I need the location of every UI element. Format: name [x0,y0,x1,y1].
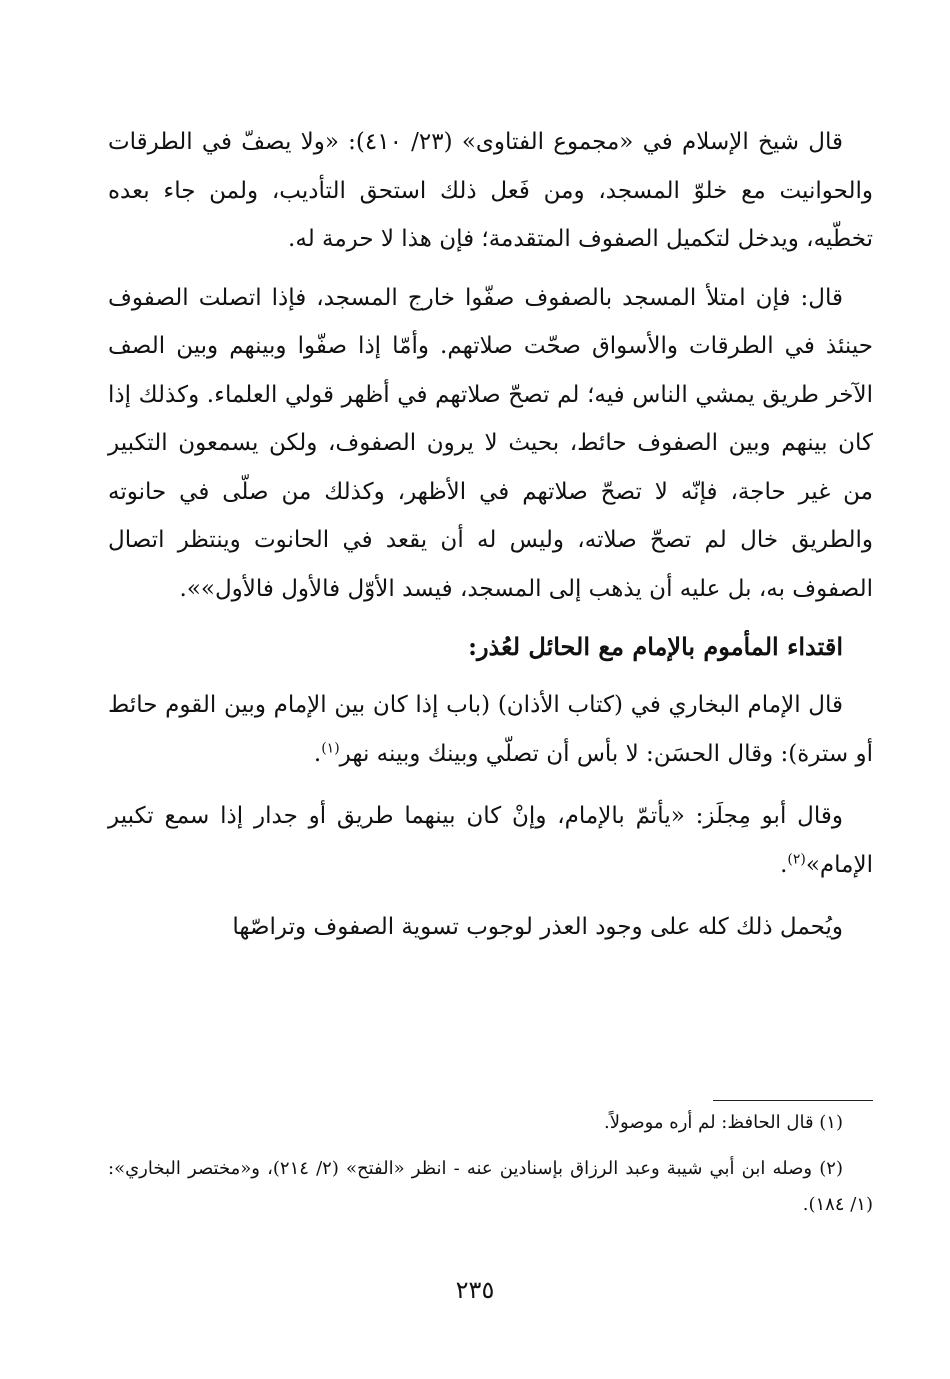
main-text [108,118,873,952]
paragraph-bukhari-text: قال الإمام البخاري في (كتاب الأذان) (باب إذا كان بين الإمام وبين القوم حائط أو سترة): وقال الحسَن: لا بأس أن تصلّي وبينك وبينه نهر [108,692,873,767]
footnotes [108,1105,873,1223]
footnote-ref-1: (١) [321,739,340,756]
footnote-2: (٢) وصله ابن أبي شيبة وعبد الرزاق بإسنادين عنه - انظر «الفتح» (٢/ ٢١٤)، و«مختصر البخاري»: (١/ ١٨٤). [108,1158,873,1215]
paragraph-abu-mijlaz-text: وقال أبو مِجلَز: «يأتمّ بالإمام، وإنْ كان بينهما طريق أو جدار إذا سمع تكبير الإمام» [108,803,873,878]
footnote-1: (١) قال الحافظ: لم أره موصولاً. [604,1112,843,1133]
paragraph-bukhari [108,681,873,778]
page-number: ٢٣٥ [455,1276,495,1304]
paragraph-ibn-taymiyya-quote: قال شيخ الإسلام في «مجموع الفتاوى» (٢٣/ ٤١٠): «ولا يصفّ في الطرقات والحوانيت مع خلوّ المسجد، ومن فَعل ذلك استحق التأديب، ولمن جاء بعده تخطّيه، ويدخل لتكميل الصفوف المتقدمة؛ فإن هذا لا حرمة له. [108,129,873,252]
paragraph-rows-outside-mosque: قال: فإن امتلأ المسجد بالصفوف صفّوا خارج المسجد، فإذا اتصلت الصفوف حينئذ في الطرقات والأسواق صحّت صلاتهم. وأمّا إذا صفّوا وبينهم وبين الصف الآخر طريق يمشي الناس فيه؛ لم تصحّ صلاتهم في أظهر قولي العلماء. وكذلك إذا كان بينهم وبين الصفوف حائط، بحيث لا يرون الصفوف، ولكن يسمعون التكبير من غير حاجة، فإنّه لا تصحّ صلاتهم في الأظهر، وكذلك من صلّى في حانوته والطريق خال لم تصحّ صلاته، وليس له أن يقعد في الحانوت وينتظر اتصال الصفوف به، بل عليه أن يذهب إلى المسجد، فيسد الأوّل فالأول فالأول»». [108,284,873,602]
section-heading: اقتداء المأموم بالإمام مع الحائل لعُذر: [468,632,843,661]
paragraph-excuse: ويُحمل ذلك كله على وجود العذر لوجوب تسوية الصفوف وتراصّها [232,914,843,940]
footnote-separator [713,1100,873,1101]
footnote-ref-2: (٢) [787,850,806,867]
paragraph-abu-mijlaz-tail: . [780,851,788,878]
paragraph-bukhari-tail: . [313,740,322,767]
paragraph-abu-mijlaz [108,792,873,889]
